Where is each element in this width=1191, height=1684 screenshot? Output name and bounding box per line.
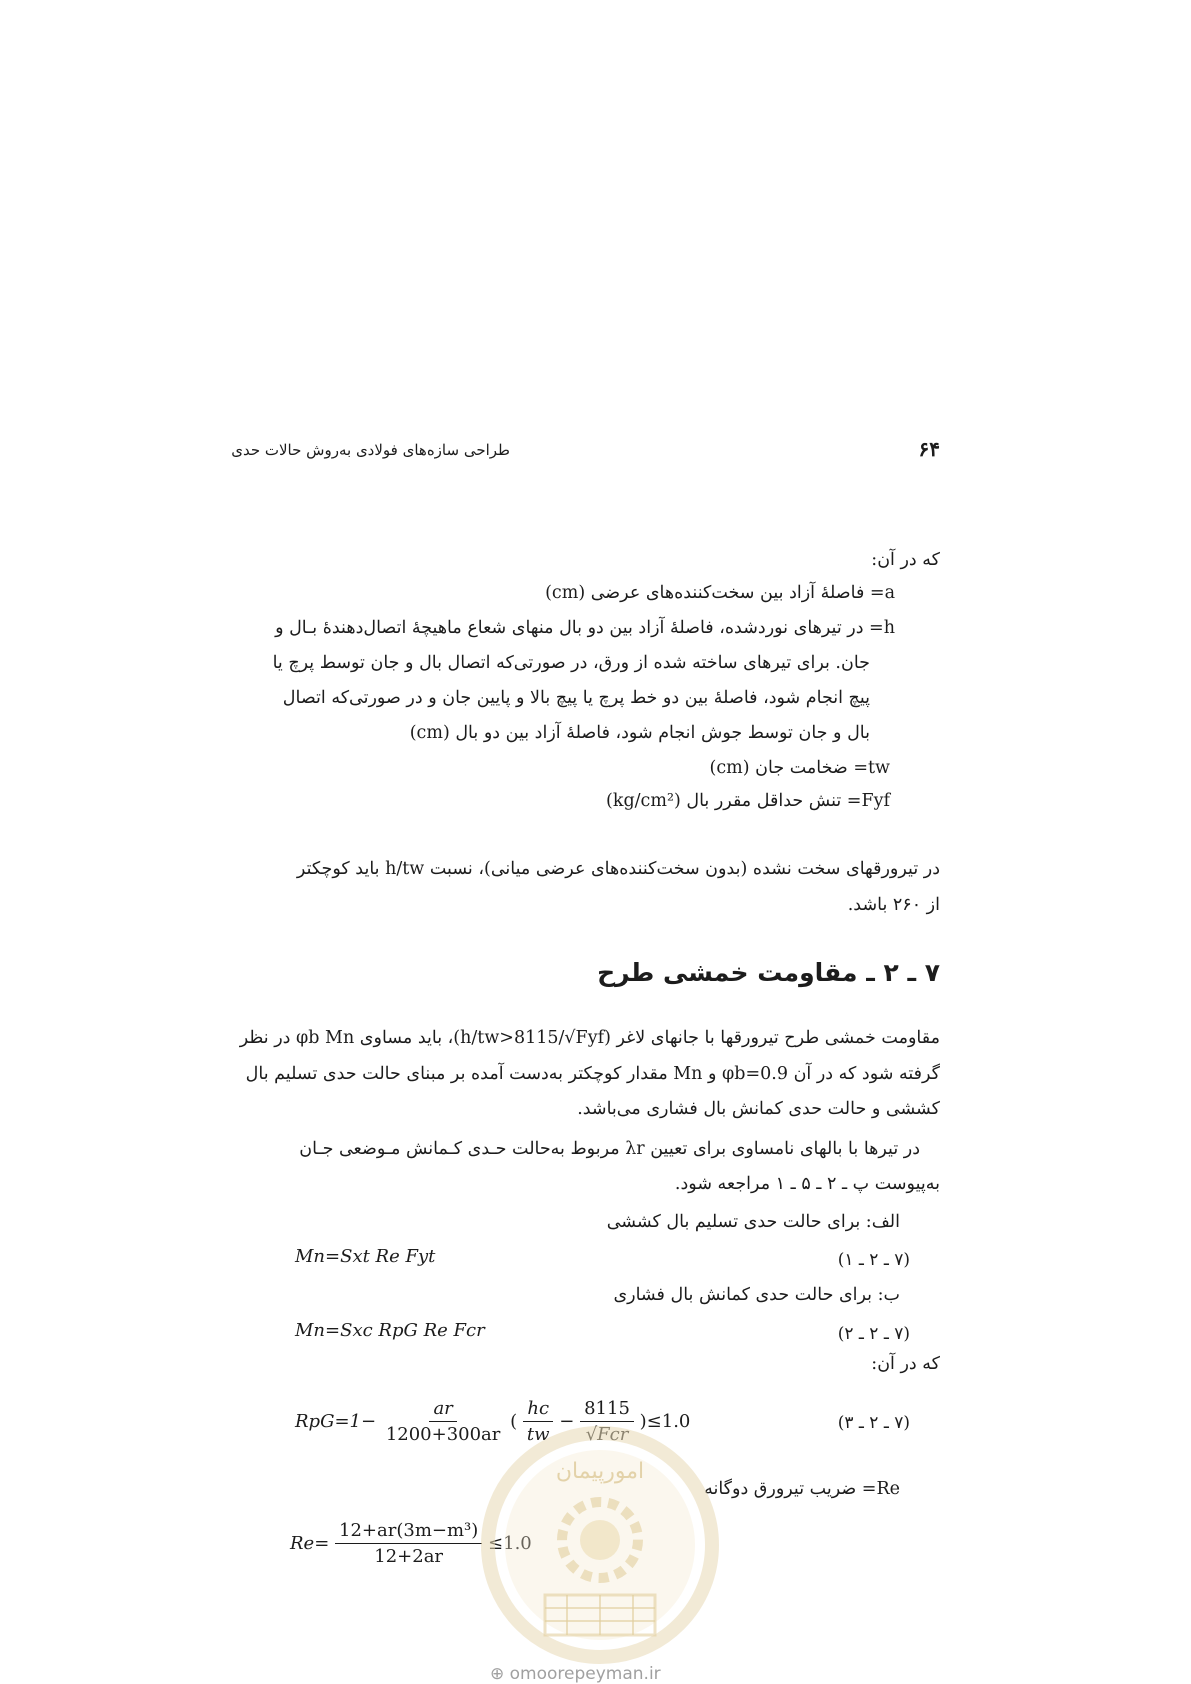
running-title: طراحی سازه‌های فولادی به‌روش حالات حدی xyxy=(231,441,510,459)
equation-4-tail: ≤1.0 xyxy=(488,1533,532,1554)
equation-3-fraction-3-numerator: 8115 xyxy=(580,1398,634,1422)
equation-4-denominator: 12+2ar xyxy=(374,1546,444,1567)
equation-2-rhs: =Sxc RpG Re Fcr xyxy=(325,1320,485,1341)
paragraph-1-line-2: گرفته شود که در آن φb=0.9 و Mn مقدار کوچکتر به‌دست آمده بر مبنای حالت حدی تسلیم بال xyxy=(245,1064,940,1084)
paragraph-2-line-2: به‌پیوست پ ـ ۲ ـ ۵ ـ ۱ مراجعه شود. xyxy=(674,1174,940,1194)
globe-icon: ⊕ xyxy=(490,1664,505,1684)
watermark-seal-icon xyxy=(475,1420,725,1670)
definition-h-line-1: h= در تیرهای نوردشده، فاصلهٔ آزاد بین دو بال منهای شعاع ماهیچهٔ اتصال‌دهندهٔ بـال و xyxy=(275,618,895,638)
equation-4-fraction xyxy=(335,1520,482,1567)
page-number: ۶۴ xyxy=(918,437,940,461)
equation-3-lhs: RpG=1− xyxy=(295,1411,377,1432)
definition-re: Re= ضریب تیرورق دوگانه xyxy=(704,1479,900,1499)
equation-2 xyxy=(295,1320,575,1341)
section-title: مقاومت خمشی طرح xyxy=(597,958,858,987)
equation-4-lhs: Re= xyxy=(290,1533,330,1554)
equation-2-lhs: Mn xyxy=(295,1320,326,1341)
watermark-seal-text: امورپیمان xyxy=(555,1459,645,1484)
watermark-site xyxy=(490,1664,730,1684)
definition-tw: tw= ضخامت جان (cm) xyxy=(709,758,890,778)
definition-h-line-3: پیچ انجام شود، فاصلهٔ بین دو خط پرچ یا پیچ بالا و پایین جان و در صورتی‌که اتصال xyxy=(282,688,870,708)
section-heading xyxy=(550,958,940,987)
paragraph-1-line-1: مقاومت خمشی طرح تیرورقها با جانهای لاغر (h/tw>8115/√Fyf)، باید مساوی φb Mn در نظر xyxy=(239,1028,940,1048)
definition-h-line-4: بال و جان توسط جوش انجام شود، فاصلهٔ آزاد بین دو بال (cm) xyxy=(409,723,870,743)
paragraph-1-line-3: کششی و حالت حدی کمانش بال فشاری می‌باشد. xyxy=(577,1099,940,1119)
paragraph-unstiffened-line-2: از ۲۶۰ باشد. xyxy=(847,895,940,915)
equation-3-minus: − xyxy=(559,1411,575,1432)
equation-4-numerator: 12+ar(3m−m³) xyxy=(335,1520,482,1544)
equation-3-fraction-1-denominator: 1200+300ar xyxy=(385,1424,501,1445)
case-b-label: ب: برای حالت حدی کمانش بال فشاری xyxy=(613,1285,900,1305)
equation-3-fraction-2-denominator: tw xyxy=(526,1424,550,1445)
paragraph-unstiffened-line-1: در تیرورقهای سخت نشده (بدون سخت‌کننده‌های عرضی میانی)، نسبت h/tw باید کوچکتر xyxy=(296,859,940,879)
equation-2-number: (۷ ـ ۲ ـ ۲) xyxy=(837,1324,910,1344)
equation-1-lhs: Mn xyxy=(295,1246,326,1267)
definitions-intro: که در آن: xyxy=(871,550,940,570)
watermark-site-text: omoorepeyman.ir xyxy=(509,1664,661,1684)
section-number: ۷ ـ ۲ ـ xyxy=(866,958,940,987)
equation-3-open-paren: ( xyxy=(510,1411,518,1432)
equation-3-fraction-2-numerator: hc xyxy=(523,1398,553,1422)
equation-1-number: (۷ ـ ۲ ـ ۱) xyxy=(837,1250,910,1270)
where-intro-2: که در آن: xyxy=(871,1354,940,1374)
equation-3-fraction-1-numerator: ar xyxy=(429,1398,456,1422)
equation-3-fraction-3-denominator: √Fcr xyxy=(585,1424,629,1445)
definition-fyf: Fyf= تنش حداقل مقرر بال (kg/cm²) xyxy=(606,791,890,811)
definition-a: a= فاصلهٔ آزاد بین سخت‌کننده‌های عرضی (cm) xyxy=(545,583,895,603)
equation-3-tail: )≤1.0 xyxy=(639,1411,691,1432)
case-a-label: الف: برای حالت حدی تسلیم بال کششی xyxy=(606,1212,900,1232)
paragraph-2-line-1: در تیرها با بالهای نامساوی برای تعیین λr مربوط به‌حالت حـدی کـمانش مـوضعی جـان xyxy=(299,1139,920,1159)
equation-1 xyxy=(295,1246,555,1267)
equation-1-rhs: =Sxt Re Fyt xyxy=(325,1246,436,1267)
equation-3-number: (۷ ـ ۲ ـ ۳) xyxy=(837,1413,910,1433)
definition-h-line-2: جان. برای تیرهای ساخته شده از ورق، در صورتی‌که اتصال بال و جان توسط پرچ یا xyxy=(272,653,870,673)
